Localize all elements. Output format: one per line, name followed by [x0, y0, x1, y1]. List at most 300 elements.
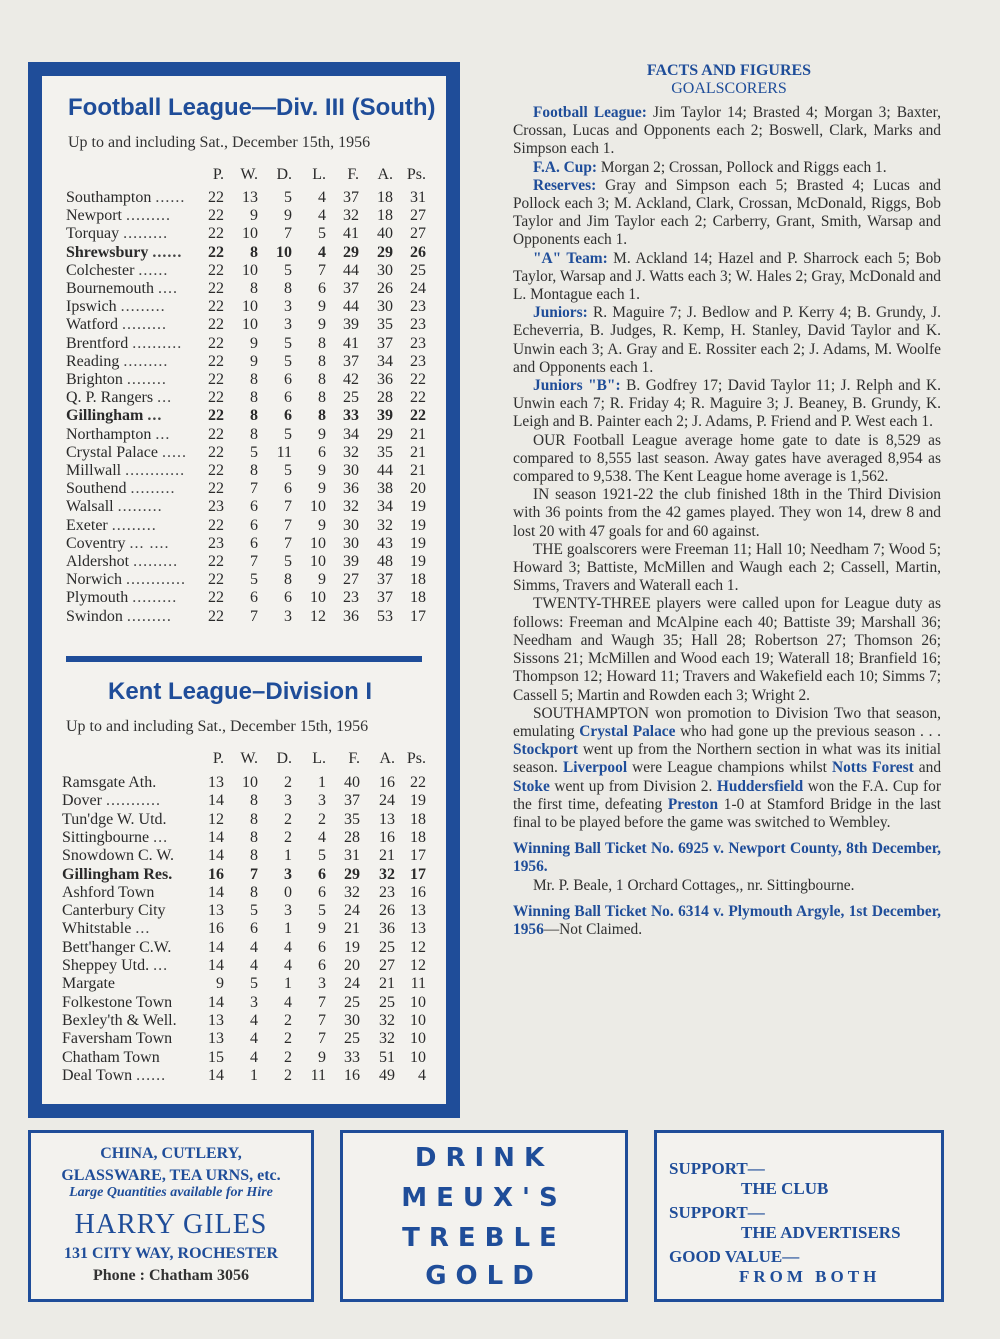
stat-cell: 21	[410, 425, 426, 443]
facts-paragraph: Reserves: Gray and Simpson each 5; Brasted 4; Lucas and Pollock each 3; M. Ackland, Clark, Crossan, McDonald, Riggs, Bob Taylor and Jim Taylor each 2; Carberry, Grant, Smith, Warsap and Opponents each 1.	[513, 176, 941, 249]
stat-cell: 35	[377, 443, 393, 461]
stat-cell: 8	[250, 462, 258, 479]
stat-cell: 25	[344, 993, 360, 1011]
stat-cell: 30	[377, 261, 393, 279]
team-label: Swindon	[66, 607, 123, 625]
stat-cell: 29	[344, 865, 360, 883]
stat-cell: 25	[344, 1030, 360, 1048]
stat-cell: 37	[343, 352, 359, 370]
stat-cell: 26	[410, 243, 426, 261]
stat-cell: 5	[250, 443, 258, 461]
stat-cell: 36	[343, 607, 359, 625]
stat-cell: 22	[208, 334, 224, 352]
stat-cell: 8	[284, 280, 292, 297]
table-row	[62, 1049, 428, 1067]
stat-cell: 4	[418, 1066, 426, 1084]
stat-cell: 4	[250, 1048, 258, 1066]
table-row	[66, 571, 428, 589]
stat-cell: 9	[216, 975, 224, 993]
stat-cell: 8	[250, 810, 258, 828]
stat-cell: 35	[344, 810, 360, 828]
stat-cell: 23	[343, 589, 359, 607]
stat-cell: 4	[318, 207, 326, 225]
team-name	[66, 262, 168, 280]
stat-cell: 28	[344, 828, 360, 846]
leader-dots: ....	[158, 280, 178, 297]
team-label: Canterbury City	[62, 902, 166, 920]
team-name	[66, 553, 178, 571]
column-header: L.	[312, 166, 326, 183]
stat-cell: 7	[250, 480, 258, 498]
stat-cell: 9	[318, 516, 326, 534]
leader-dots: ...	[153, 828, 169, 846]
leader-dots: ............	[125, 462, 186, 479]
table-row	[66, 371, 428, 389]
leader-dots: ...........	[105, 792, 161, 810]
table-row	[66, 553, 428, 571]
column-header: P.	[212, 166, 224, 183]
team-name	[62, 1049, 160, 1067]
stat-cell: 16	[208, 920, 224, 938]
stat-cell: 7	[250, 607, 258, 625]
stat-cell: 6	[318, 280, 326, 297]
leader-dots: .........	[122, 316, 168, 334]
stat-cell: 23	[379, 883, 395, 901]
leader-dots: ..........	[132, 334, 183, 352]
team-name	[66, 371, 167, 389]
stat-cell: 26	[379, 902, 395, 920]
table-row	[66, 262, 428, 280]
kent-table-title: Kent League–Division I	[108, 678, 373, 705]
table-row	[66, 207, 428, 225]
team-name	[62, 939, 171, 957]
stat-cell: 9	[250, 352, 258, 370]
stat-cell: 44	[377, 462, 393, 479]
stat-cell: 10	[242, 316, 258, 334]
stat-cell: 33	[343, 407, 359, 425]
stat-cell: 22	[208, 425, 224, 443]
team-label: Crystal Palace	[66, 443, 158, 461]
stat-cell: 34	[377, 498, 393, 516]
stat-cell: 22	[208, 553, 224, 570]
column-header: P.	[212, 750, 224, 767]
stat-cell: 14	[208, 847, 224, 865]
team-label: Q. P. Rangers	[66, 389, 154, 407]
stat-cell: 6	[318, 443, 326, 461]
stat-cell: 29	[343, 243, 359, 261]
team-label: Gillingham Res.	[62, 865, 173, 883]
stat-cell: 22	[208, 316, 224, 334]
facts-paragraph: THE goalscorers were Freeman 11; Hall 10; Needham 7; Wood 5; Howard 3; Battiste, McMillen and Waugh each 2; Cassell, Martin, Simms, Travers and Waterall each 1.	[513, 540, 941, 595]
team-label: Ashford Town	[62, 883, 155, 901]
stat-cell: 41	[343, 334, 359, 352]
team-label: Gillingham	[66, 407, 144, 425]
team-label: Newport	[66, 207, 122, 225]
stat-cell: 32	[343, 207, 359, 225]
league-table-title: Football League—Div. III (South)	[68, 94, 436, 121]
team-name	[62, 1067, 166, 1085]
team-name	[62, 811, 167, 829]
team-name	[66, 389, 172, 407]
team-label: Walsall	[66, 498, 114, 516]
stat-cell: 31	[410, 189, 426, 206]
stat-cell: 5	[284, 425, 292, 443]
stat-cell: 21	[379, 975, 395, 993]
stat-cell: 22	[208, 371, 224, 388]
table-row	[66, 280, 428, 298]
stat-cell: 29	[377, 243, 393, 261]
table-row	[62, 939, 428, 957]
team-label: Ipswich	[66, 298, 117, 316]
leader-dots: .........	[123, 225, 169, 243]
stat-cell: 13	[242, 189, 258, 206]
stat-cell: 7	[318, 261, 326, 279]
table-row	[62, 957, 428, 975]
stat-cell: 10	[410, 1048, 426, 1066]
stat-cell: 22	[208, 280, 224, 297]
stat-cell: 28	[377, 389, 393, 407]
stat-cell: 9	[318, 920, 326, 938]
leader-dots: ......	[155, 189, 186, 206]
stat-cell: 2	[284, 1066, 292, 1084]
stat-cell: 11	[276, 443, 292, 461]
stat-cell: 22	[208, 407, 224, 425]
team-label: Whitstable	[62, 920, 132, 938]
stat-cell: 39	[377, 407, 393, 425]
stat-cell: 2	[318, 810, 326, 828]
winning-ticket: Winning Ball Ticket No. 6925 v. Newport County, 8th December, 1956. Mr. P. Beale, 1 Orchard Cottages,, nr. Sittingbourne.	[513, 840, 941, 894]
leader-dots: .........	[133, 553, 179, 570]
stat-cell: 10	[410, 993, 426, 1011]
stat-cell: 11	[410, 975, 426, 993]
stat-cell: 11	[310, 1066, 326, 1084]
stat-cell: 8	[250, 425, 258, 443]
stat-cell: 22	[208, 261, 224, 279]
team-label: Exeter	[66, 516, 108, 534]
team-name	[66, 189, 185, 207]
table-row	[66, 298, 428, 316]
stat-cell: 1	[250, 1066, 258, 1084]
stat-cell: 10	[310, 534, 326, 552]
team-label: Tun'dge W. Utd.	[62, 810, 167, 828]
stat-cell: 6	[318, 938, 326, 956]
stat-cell: 12	[410, 938, 426, 956]
stat-cell: 5	[284, 334, 292, 352]
team-label: Bett'hanger C.W.	[62, 938, 172, 956]
stat-cell: 30	[343, 516, 359, 534]
stat-cell: 24	[410, 280, 426, 297]
stat-cell: 21	[379, 847, 395, 865]
leader-dots: .........	[120, 298, 166, 316]
stat-cell: 22	[208, 516, 224, 534]
table-row	[62, 811, 428, 829]
stat-cell: 14	[208, 1066, 224, 1084]
table-row	[62, 884, 428, 902]
facts-heading: FACTS AND FIGURES	[646, 62, 812, 79]
team-name	[66, 444, 187, 462]
stat-cell: 1	[284, 975, 292, 993]
stat-cell: 30	[377, 298, 393, 316]
team-name	[66, 244, 182, 262]
stat-cell: 7	[250, 865, 258, 883]
team-name	[66, 407, 162, 425]
stat-cell: 3	[318, 792, 326, 810]
team-name	[66, 571, 186, 589]
team-name	[62, 884, 154, 902]
stat-cell: 2	[284, 1011, 292, 1029]
stat-cell: 23	[208, 534, 224, 552]
stat-cell: 34	[377, 352, 393, 370]
team-label: Plymouth	[66, 589, 129, 607]
team-name	[66, 462, 185, 480]
stat-cell: 20	[344, 957, 360, 974]
stat-cell: 22	[208, 571, 224, 589]
table-row	[62, 994, 428, 1012]
stat-cell: 13	[208, 774, 224, 791]
stat-cell: 7	[318, 993, 326, 1011]
team-label: Southampton	[66, 189, 152, 206]
stat-cell: 22	[208, 352, 224, 370]
stat-cell: 16	[208, 865, 224, 883]
stat-cell: 18	[377, 207, 393, 225]
stat-cell: 37	[343, 189, 359, 206]
stat-cell: 10	[410, 1030, 426, 1048]
team-name	[66, 207, 171, 225]
stat-cell: 23	[410, 334, 426, 352]
stat-cell: 16	[344, 1066, 360, 1084]
facts-paragraph: "A" Team: M. Ackland 14; Hazel and P. Sharrock each 5; Bob Taylor, Warsap and J. Watts each 3; W. Hales 2; Gray, McDonald and L. Montague each 1.	[513, 249, 941, 304]
table-row	[66, 407, 428, 425]
stat-cell: 9	[318, 1048, 326, 1066]
stat-cell: 6	[284, 589, 292, 607]
stat-cell: 17	[410, 607, 426, 625]
stat-cell: 1	[284, 920, 292, 938]
stat-cell: 5	[250, 571, 258, 589]
stat-cell: 18	[410, 571, 426, 589]
stat-cell: 7	[284, 225, 292, 243]
team-name	[66, 280, 178, 298]
facts-body	[513, 104, 941, 939]
stat-cell: 9	[318, 316, 326, 334]
stat-cell: 9	[284, 207, 292, 225]
team-name	[66, 426, 170, 444]
stat-cell: 9	[250, 207, 258, 225]
stat-cell: 8	[250, 371, 258, 388]
stat-cell: 22	[208, 589, 224, 607]
table-row	[66, 225, 428, 243]
stat-cell: 22	[208, 189, 224, 206]
stat-cell: 6	[250, 920, 258, 938]
team-label: Faversham Town	[62, 1030, 173, 1048]
stat-cell: 22	[208, 462, 224, 479]
stat-cell: 22	[208, 298, 224, 316]
stat-cell: 36	[343, 480, 359, 498]
stat-cell: 1	[284, 847, 292, 865]
stat-cell: 32	[343, 443, 359, 461]
stat-cell: 21	[410, 443, 426, 461]
column-header: D.	[276, 750, 292, 767]
stat-cell: 21	[344, 920, 360, 938]
league-table-header	[66, 166, 428, 184]
stat-cell: 8	[250, 243, 258, 261]
stat-cell: 8	[318, 407, 326, 425]
meux-treble-gold-advert: DRINK MEUX'S TREBLE GOLD	[340, 1130, 628, 1302]
team-label: Colchester	[66, 261, 135, 279]
column-header: W.	[240, 750, 258, 767]
team-name	[62, 829, 168, 847]
leader-dots: ......	[136, 1066, 167, 1084]
stat-cell: 8	[318, 389, 326, 407]
table-row	[62, 1067, 428, 1085]
stat-cell: 6	[250, 534, 258, 552]
stat-cell: 12	[310, 607, 326, 625]
stat-cell: 4	[318, 243, 326, 261]
team-name	[62, 975, 115, 993]
team-name	[62, 902, 166, 920]
team-label: Dover	[62, 792, 102, 810]
stat-cell: 19	[410, 534, 426, 552]
team-label: Aldershot	[66, 553, 130, 570]
stat-cell: 8	[318, 371, 326, 388]
team-label: Coventry	[66, 534, 126, 552]
facts-paragraph: Football League: Jim Taylor 14; Brasted 4; Morgan 3; Baxter, Crossan, Lucas and Opponents each 2; Boswell, Clark, Marks and Simpson each 1.	[513, 104, 941, 158]
stat-cell: 37	[344, 792, 360, 810]
leader-dots: ...	[153, 957, 169, 974]
stat-cell: 22	[410, 774, 426, 791]
team-label: Sheppey Utd.	[62, 957, 150, 974]
stat-cell: 3	[284, 607, 292, 625]
stat-cell: 18	[410, 810, 426, 828]
tables-divider	[66, 656, 422, 662]
table-row	[66, 608, 428, 626]
stat-cell: 14	[208, 828, 224, 846]
table-row	[66, 480, 428, 498]
stat-cell: 5	[284, 352, 292, 370]
stat-cell: 13	[208, 1030, 224, 1048]
table-row	[66, 389, 428, 407]
team-name	[66, 480, 175, 498]
stat-cell: 2	[284, 774, 292, 791]
stat-cell: 21	[410, 462, 426, 479]
table-row	[62, 829, 428, 847]
stat-cell: 2	[284, 828, 292, 846]
stat-cell: 7	[284, 534, 292, 552]
stat-cell: 37	[377, 589, 393, 607]
stat-cell: 40	[377, 225, 393, 243]
leader-dots: ........	[126, 371, 167, 388]
stat-cell: 8	[318, 352, 326, 370]
stat-cell: 4	[318, 828, 326, 846]
team-label: Shrewsbury	[66, 243, 149, 261]
stat-cell: 6	[284, 407, 292, 425]
table-row	[62, 866, 428, 884]
table-row	[66, 426, 428, 444]
stat-cell: 4	[284, 957, 292, 974]
team-name	[66, 589, 177, 607]
stat-cell: 44	[343, 261, 359, 279]
table-row	[62, 1012, 428, 1030]
team-label: Chatham Town	[62, 1048, 160, 1066]
stat-cell: 25	[379, 938, 395, 956]
stat-cell: 23	[410, 316, 426, 334]
stat-cell: 14	[208, 938, 224, 956]
stat-cell: 19	[410, 553, 426, 570]
support-advert: SUPPORT— THE CLUB SUPPORT— THE ADVERTISERS GOOD VALUE— FROM BOTH	[654, 1130, 944, 1302]
team-label: Folkestone Town	[62, 993, 173, 1011]
team-label: Sittingbourne	[62, 828, 150, 846]
stat-cell: 9	[318, 571, 326, 589]
leader-dots: .....	[161, 443, 187, 461]
table-row	[62, 902, 428, 920]
stat-cell: 6	[250, 498, 258, 516]
stat-cell: 3	[284, 902, 292, 920]
stat-cell: 10	[242, 298, 258, 316]
stat-cell: 39	[343, 316, 359, 334]
stat-cell: 8	[250, 407, 258, 425]
stat-cell: 3	[284, 316, 292, 334]
stat-cell: 32	[379, 1030, 395, 1048]
stat-cell: 32	[377, 516, 393, 534]
table-row	[62, 920, 428, 938]
stat-cell: 13	[208, 1011, 224, 1029]
stat-cell: 37	[377, 571, 393, 589]
team-label: Southend	[66, 480, 127, 498]
stat-cell: 37	[377, 334, 393, 352]
table-row	[66, 444, 428, 462]
stat-cell: 5	[318, 847, 326, 865]
stat-cell: 8	[250, 792, 258, 810]
team-name	[62, 792, 161, 810]
stat-cell: 37	[343, 280, 359, 297]
team-name	[66, 298, 166, 316]
stat-cell: 6	[284, 389, 292, 407]
stat-cell: 4	[250, 957, 258, 974]
stat-cell: 29	[377, 425, 393, 443]
leader-dots: ......	[152, 243, 183, 261]
stat-cell: 27	[343, 571, 359, 589]
stat-cell: 6	[250, 589, 258, 607]
stat-cell: 2	[284, 1048, 292, 1066]
stat-cell: 22	[208, 443, 224, 461]
stat-cell: 4	[250, 1030, 258, 1048]
team-label: Ramsgate Ath.	[62, 774, 157, 791]
team-label: Brentford	[66, 334, 129, 352]
stat-cell: 18	[377, 189, 393, 206]
stat-cell: 25	[410, 261, 426, 279]
stat-cell: 33	[344, 1048, 360, 1066]
kent-table-header	[62, 750, 428, 768]
stat-cell: 13	[208, 902, 224, 920]
column-header: Ps.	[406, 750, 426, 767]
stat-cell: 34	[343, 425, 359, 443]
stat-cell: 48	[377, 553, 393, 570]
stat-cell: 10	[242, 225, 258, 243]
stat-cell: 8	[250, 883, 258, 901]
stat-cell: 22	[208, 243, 224, 261]
team-name	[62, 957, 168, 975]
column-header: A.	[377, 166, 393, 183]
stat-cell: 44	[343, 298, 359, 316]
facts-paragraph: OUR Football League average home gate to date is 8,529 as compared to 8,555 last season. Away gates have averaged 8,954 as compared to 9,538. The Kent League home average is 1,562.	[513, 431, 941, 486]
stat-cell: 6	[250, 516, 258, 534]
stat-cell: 13	[410, 920, 426, 938]
column-header: A.	[379, 750, 395, 767]
team-name	[66, 517, 157, 535]
column-header: F.	[347, 166, 359, 183]
stat-cell: 3	[284, 792, 292, 810]
team-label: Reading	[66, 352, 120, 370]
stat-cell: 6	[318, 865, 326, 883]
